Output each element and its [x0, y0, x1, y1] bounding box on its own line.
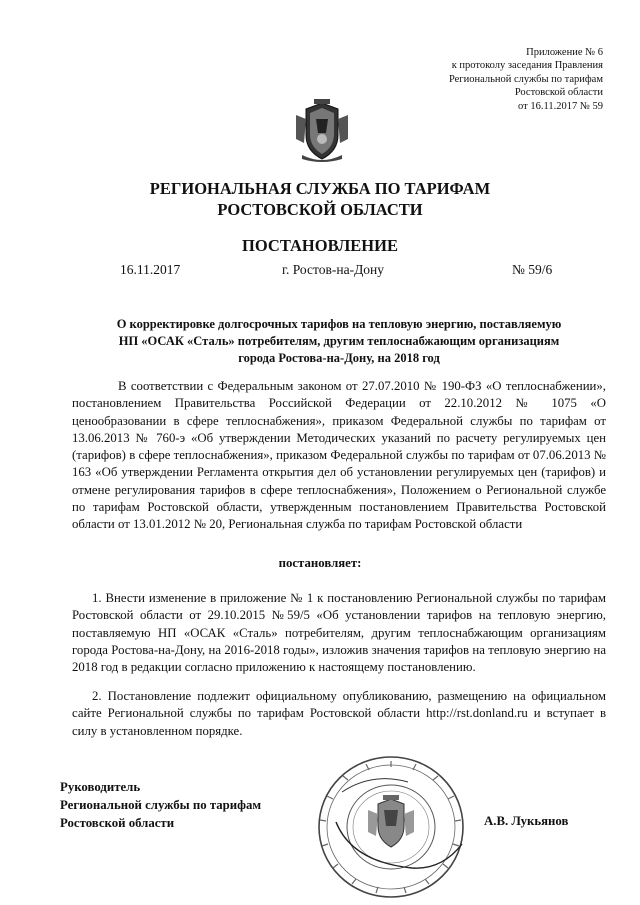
resolution-item-1: 1. Внести изменение в приложение № 1 к постановлению Региональной службы по тарифам Ростовской области от 29.10.2015 №59/5 «Об установлении тарифов на тепловую энергию, поставляемую НП «ОСАК «Сталь» потребителям, другим теплоснабжающим организациям города Ростова-на-Дону, на 2016-2018 годы», изложив значения тарифов на тепловую энергию на 2018 год в редакции согласно приложению к настоящему постановлению. — [72, 591, 606, 675]
document-date: 16.11.2017 — [120, 262, 181, 277]
signatory-line: Ростовской области — [60, 816, 175, 830]
appendix-line: к протоколу заседания Правления — [451, 60, 603, 72]
org-title-line: РЕГИОНАЛЬНАЯ СЛУЖБА ПО ТАРИФАМ — [149, 179, 491, 198]
coat-of-arms-icon — [292, 99, 352, 165]
official-seal-icon — [312, 752, 470, 902]
appendix-line: от 16.11.2017 № 59 — [518, 100, 603, 112]
organization-title — [0, 178, 640, 220]
appendix-note — [383, 46, 603, 113]
appendix-line: Приложение № 6 — [526, 47, 603, 58]
subject-line: О корректировке долгосрочных тарифов на тепловую энергию, поставляемую — [116, 317, 562, 331]
signatory-line: Руководитель — [60, 780, 141, 794]
legal-basis-paragraph: В соответствии с Федеральным законом от 27.07.2010 № 190-ФЗ «О теплоснабжении», постановлением Правительства Российской Федерации от 22.10.2012 № 1075 «О ценообразовании в сфере теплоснабжения», приказом Федеральной службы по тарифам от 13.06.2013 № 760-э «Об утверждении Методических указаний по расчету регулируемых цен (тарифов) в сфере теплоснабжения», приказом Федеральной службы по тарифам от 07.06.2013 № 163 «Об утверждении Регламента открытия дел об установлении регулируемых цен (тарифов) и отмене регулирования тарифов в сфере теплоснабжения», Положением о Региональной службе по тарифам Ростовской области, утвержденным постановлением Правительства Ростовской области от 13.01.2012 № 20, Региональная служба по тарифам Ростовской области — [72, 379, 606, 532]
document-subject — [72, 316, 606, 367]
appendix-line: Региональной службы по тарифам — [448, 73, 603, 85]
signatory-line: Региональной службы по тарифам — [60, 798, 262, 812]
document-number: № 59/6 — [512, 262, 553, 277]
signatory-position — [60, 778, 261, 832]
document-city: г. Ростов-на-Дону — [282, 262, 385, 277]
document-type: ПОСТАНОВЛЕНИЕ — [242, 236, 398, 255]
appendix-line: Ростовской области — [514, 87, 603, 99]
org-title-line: РОСТОВСКОЙ ОБЛАСТИ — [217, 200, 423, 219]
signatory-name: А.В. Лукьянов — [484, 814, 569, 828]
subject-line: НП «ОСАК «Сталь» потребителям, другим теплоснабжающим организациям — [118, 334, 560, 348]
resolve-heading: постановляет: — [278, 556, 362, 570]
resolution-item-2: 2. Постановление подлежит официальному опубликованию, размещению на официальном сайте Региональной службы по тарифам Ростовской области http://rst.donland.ru и вступает в силу в установленном порядке. — [72, 689, 606, 738]
subject-line: города Ростова-на-Дону, на 2018 год — [238, 351, 440, 365]
